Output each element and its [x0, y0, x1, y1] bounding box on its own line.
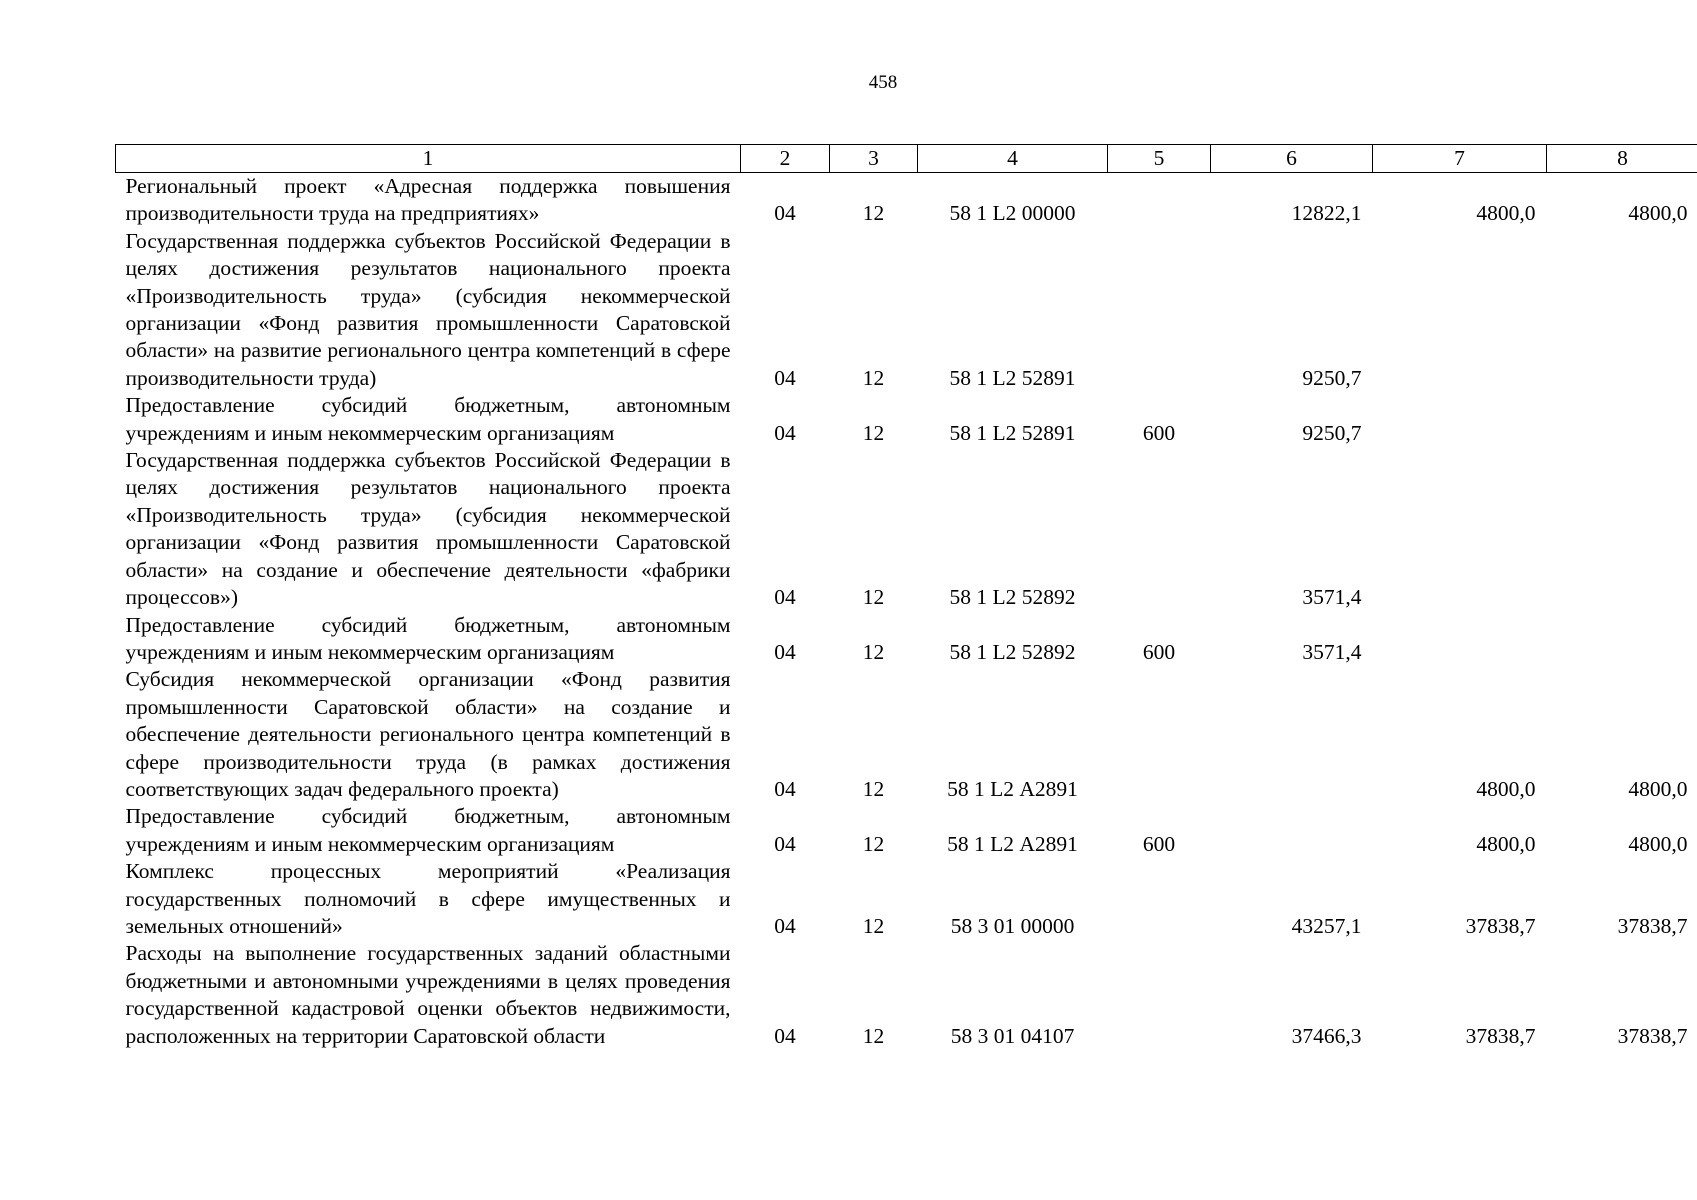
- row-target-article: 58 1 L2 52892: [949, 639, 1076, 664]
- row-target-article: 58 1 L2 52891: [949, 420, 1076, 445]
- row-amount-2: [1373, 228, 1547, 392]
- row-target-article: 58 3 01 00000: [950, 913, 1075, 938]
- row-subsection: 12: [862, 365, 885, 390]
- header-cell-6: 6: [1211, 145, 1373, 173]
- row-expense-type: [1108, 940, 1211, 1050]
- row-subsection: 12: [862, 585, 885, 610]
- row-amount-2: [1373, 612, 1547, 667]
- row-amount-1: [1211, 803, 1373, 858]
- row-amount-2: [1373, 392, 1547, 447]
- row-section: 04: [774, 420, 796, 445]
- row-expense-type: [1108, 858, 1211, 940]
- row-amount-3: 4800,0: [1628, 831, 1688, 856]
- row-section: 04: [774, 639, 796, 664]
- row-description: Субсидия некоммерческой организации «Фонд развития промышленности Саратовской области» на создание и обеспечение деятельности регионального центра компетенций в сфере производительности труда (в рамках достижения соответствующих задач федерального проекта): [125, 667, 731, 801]
- row-expense-type: 600: [1142, 639, 1176, 664]
- header-cell-7: 7: [1373, 145, 1547, 173]
- table-row: [116, 228, 1697, 392]
- row-description: Предоставление субсидий бюджетным, автономным учреждениям и иным некоммерческим организациям: [125, 612, 731, 664]
- row-target-article: 58 1 L2 52892: [949, 585, 1076, 610]
- table-row: [116, 940, 1697, 1050]
- row-section: 04: [774, 1023, 796, 1048]
- row-amount-3: 37838,7: [1617, 1023, 1688, 1048]
- row-section: 04: [774, 365, 796, 390]
- page-number: 458: [868, 72, 898, 93]
- row-subsection: 12: [862, 420, 885, 445]
- table-row: [116, 612, 1697, 667]
- table-row: [116, 666, 1697, 803]
- header-cell-3: 3: [830, 145, 918, 173]
- header-cell-4: 4: [918, 145, 1108, 173]
- row-amount-3: 4800,0: [1628, 776, 1688, 801]
- row-expense-type: [1108, 228, 1211, 392]
- row-description: Предоставление субсидий бюджетным, автономным учреждениям и иным некоммерческим организациям: [125, 804, 731, 856]
- row-amount-1: 9250,7: [1302, 420, 1362, 445]
- row-section: 04: [774, 201, 796, 226]
- row-amount-3: [1547, 228, 1697, 392]
- row-amount-3: [1547, 447, 1697, 611]
- row-target-article: 58 1 L2 52891: [949, 365, 1076, 390]
- row-amount-3: 4800,0: [1628, 201, 1688, 226]
- row-amount-3: [1547, 392, 1697, 447]
- row-amount-1: 43257,1: [1291, 913, 1362, 938]
- row-amount-1: 3571,4: [1302, 639, 1362, 664]
- budget-table: [115, 144, 1697, 1050]
- row-subsection: 12: [862, 201, 885, 226]
- table-row: [116, 173, 1697, 228]
- row-expense-type: [1108, 666, 1211, 803]
- row-target-article: 58 1 L2 А2891: [947, 831, 1078, 856]
- row-amount-1: 37466,3: [1291, 1023, 1362, 1048]
- row-amount-2: 37838,7: [1465, 913, 1536, 938]
- row-expense-type: 600: [1142, 420, 1176, 445]
- table-row: [116, 392, 1697, 447]
- row-section: 04: [774, 831, 796, 856]
- row-amount-2: [1373, 447, 1547, 611]
- row-target-article: 58 1 L2 А2891: [947, 776, 1078, 801]
- row-amount-1: 12822,1: [1291, 201, 1362, 226]
- header-cell-8: 8: [1547, 145, 1697, 173]
- table-row: [116, 447, 1697, 611]
- row-amount-2: 4800,0: [1476, 831, 1536, 856]
- row-section: 04: [774, 776, 796, 801]
- row-amount-3: [1547, 612, 1697, 667]
- header-cell-2: 2: [741, 145, 830, 173]
- row-expense-type: 600: [1142, 831, 1176, 856]
- table-row: [116, 858, 1697, 940]
- row-section: 04: [774, 585, 796, 610]
- row-description: Расходы на выполнение государственных заданий областными бюджетными и автономными учреждениями в целях проведения государственной кадастровой оценки объектов недвижимости, расположенных на территории Саратовской области: [125, 941, 731, 1048]
- header-cell-1: 1: [116, 145, 741, 173]
- row-subsection: 12: [862, 831, 885, 856]
- row-expense-type: [1108, 173, 1211, 228]
- row-subsection: 12: [862, 1023, 885, 1048]
- row-section: 04: [774, 913, 796, 938]
- row-amount-2: 4800,0: [1476, 201, 1536, 226]
- row-subsection: 12: [862, 639, 885, 664]
- row-subsection: 12: [862, 776, 885, 801]
- row-description: Предоставление субсидий бюджетным, автономным учреждениям и иным некоммерческим организациям: [125, 393, 731, 445]
- row-amount-2: 4800,0: [1476, 776, 1536, 801]
- header-cell-5: 5: [1108, 145, 1211, 173]
- row-description: Комплекс процессных мероприятий «Реализация государственных полномочий в сфере имущественных и земельных отношений»: [125, 859, 731, 938]
- row-subsection: 12: [862, 913, 885, 938]
- row-description: Государственная поддержка субъектов Российской Федерации в целях достижения результатов национального проекта «Производительность труда» (субсидия некоммерческой организации «Фонд развития промышленности Саратовской области» на развитие регионального центра компетенций в сфере производительности труда): [125, 228, 731, 390]
- row-amount-3: 37838,7: [1617, 913, 1688, 938]
- row-description: Государственная поддержка субъектов Российской Федерации в целях достижения результатов национального проекта «Производительность труда» (субсидия некоммерческой организации «Фонд развития промышленности Саратовской области» на создание и обеспечение деятельности «фабрики процессов»): [125, 448, 731, 610]
- row-expense-type: [1108, 447, 1211, 611]
- row-target-article: 58 3 01 04107: [950, 1023, 1075, 1048]
- row-amount-1: 9250,7: [1302, 365, 1362, 390]
- row-amount-2: 37838,7: [1465, 1023, 1536, 1048]
- row-amount-1: 3571,4: [1302, 585, 1362, 610]
- table-row: [116, 803, 1697, 858]
- row-target-article: 58 1 L2 00000: [949, 201, 1076, 226]
- row-description: Региональный проект «Адресная поддержка повышения производительности труда на предприятиях»: [125, 174, 731, 226]
- header-row: [116, 145, 1697, 173]
- row-amount-1: [1211, 666, 1373, 803]
